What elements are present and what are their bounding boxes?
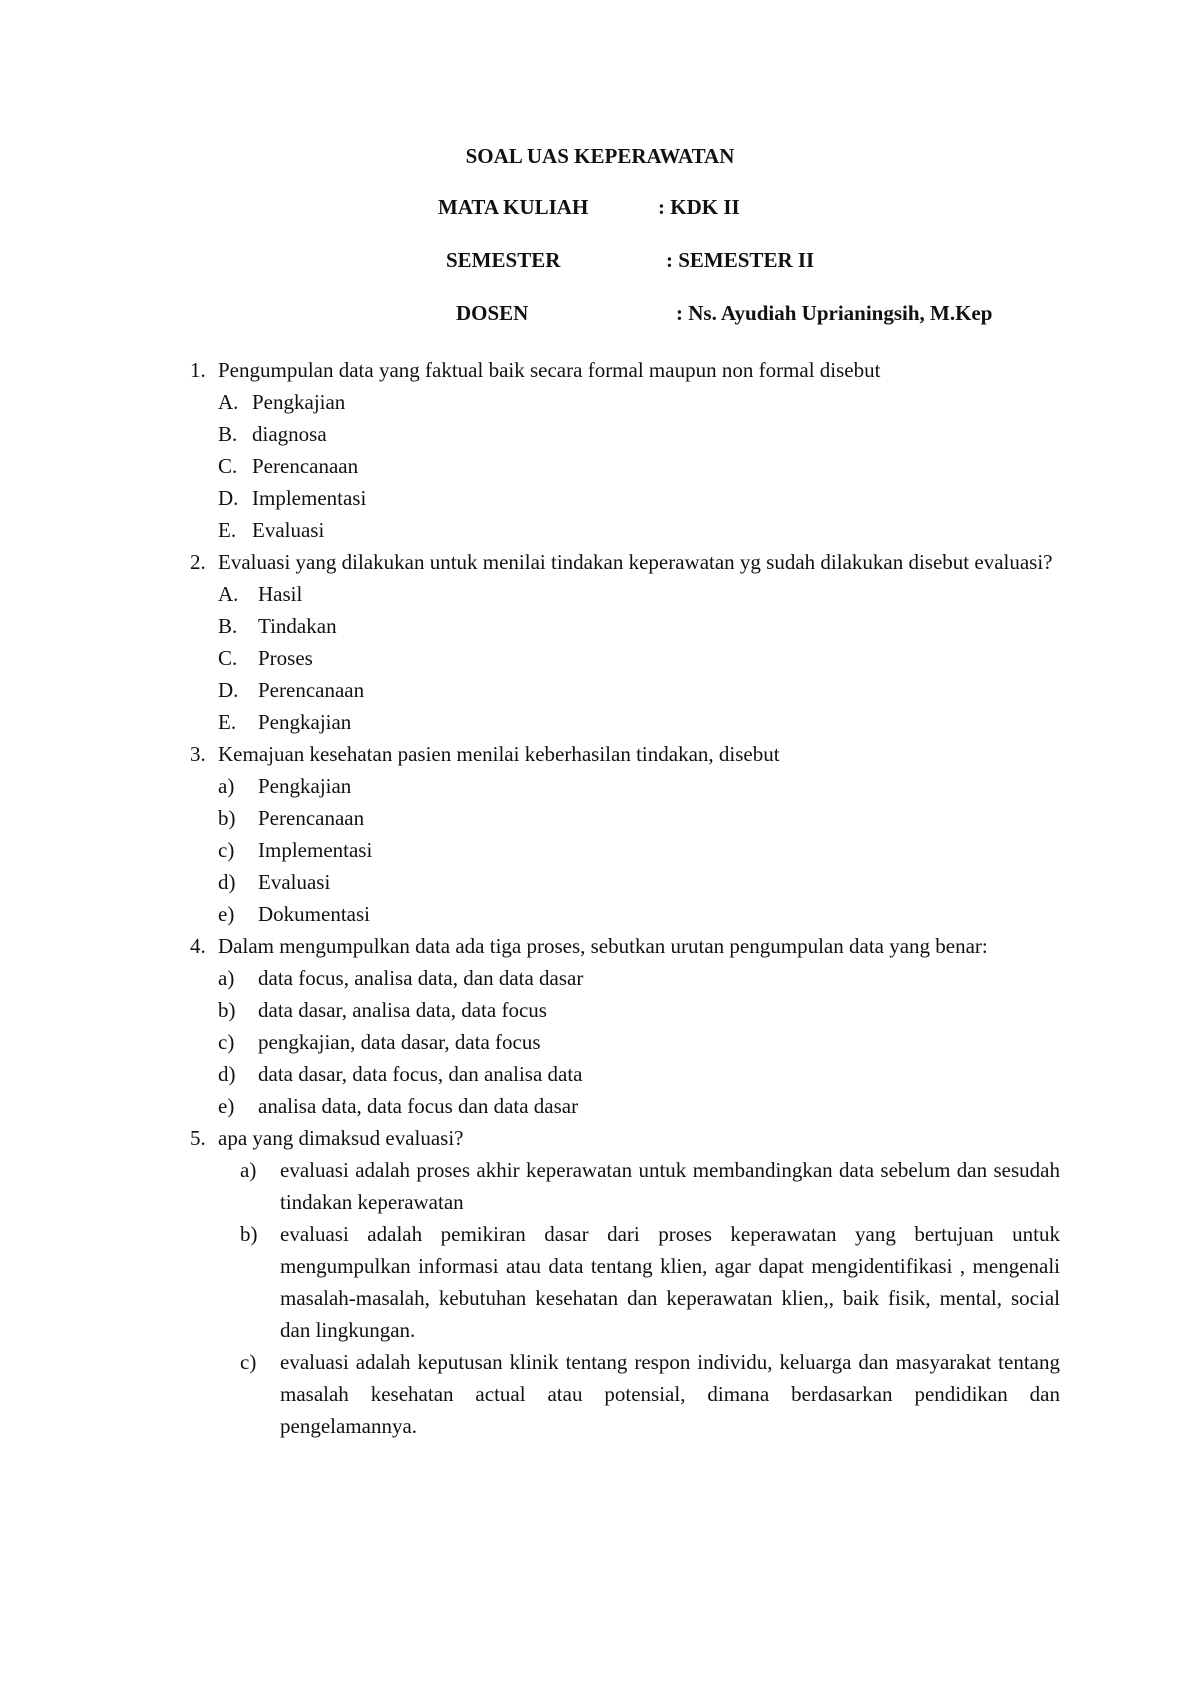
option-item [218,514,1060,546]
option-item [218,386,1060,418]
option-text: Tindakan [258,614,337,638]
question-3-options [190,770,1060,930]
option-text: Pengkajian [258,774,352,798]
option-item [240,1218,1060,1346]
question-number: 4. [190,934,206,958]
option-text: Implementasi [252,486,367,510]
option-letter: C. [218,646,238,670]
option-text: analisa data, data focus dan data dasar [258,1094,579,1118]
option-item [218,674,1060,706]
option-item [218,706,1060,738]
dosen-value: : Ns. Ayudiah Uprianingsih, M.Kep [676,301,993,325]
option-item [218,1058,1060,1090]
question-text: Kemajuan kesehatan pasien menilai keberhasilan tindakan, disebut [218,742,780,766]
question-5 [190,1122,1060,1154]
option-text: Dokumentasi [258,902,370,926]
option-item [218,962,1060,994]
option-text: Evaluasi [252,518,325,542]
option-letter: a) [240,1158,257,1182]
option-letter: c) [218,1030,235,1054]
page-title: SOAL UAS KEPERAWATAN [465,144,735,168]
question-text: apa yang dimaksud evaluasi? [218,1126,464,1150]
option-item [218,1090,1060,1122]
option-letter: E. [218,710,237,734]
option-text: Pengkajian [252,390,346,414]
question-number: 2. [190,550,206,574]
option-letter: A. [218,582,239,606]
option-letter: b) [240,1222,258,1246]
question-2-options [190,578,1060,738]
question-3 [190,738,1060,770]
question-number: 3. [190,742,206,766]
question-2 [190,546,1060,578]
option-text: evaluasi adalah pemikiran dasar dari proses keperawatan yang bertujuan untuk mengumpulkan informasi atau data tentang klien, agar dapat mengidentifikasi , mengenali masalah-masalah, kebutuhan kesehatan dan keperawatan klien,, baik fisik, mental, social dan lingkungan. [280,1222,1060,1342]
option-item [218,450,1060,482]
question-5-options [190,1154,1060,1442]
question-text: Dalam mengumpulkan data ada tiga proses, sebutkan urutan pengumpulan data yang benar: [218,934,988,958]
dosen-label: DOSEN [456,301,529,325]
option-text: diagnosa [252,422,327,446]
option-item [218,802,1060,834]
semester-label: SEMESTER [446,248,561,272]
option-text: Perencanaan [258,678,365,702]
option-letter: c) [240,1350,257,1374]
question-4 [190,930,1060,962]
option-text: pengkajian, data dasar, data focus [258,1030,541,1054]
option-letter: C. [218,454,238,478]
option-letter: a) [218,774,235,798]
option-item [218,482,1060,514]
option-letter: c) [218,838,235,862]
mata-kuliah-label: MATA KULIAH [438,195,589,219]
option-text: evaluasi adalah keputusan klinik tentang respon individu, keluarga dan masyarakat tentang masalah kesehatan actual atau potensial, dimana berdasarkan pendidikan dan pengelamannya. [280,1350,1060,1438]
option-item [240,1346,1060,1442]
option-text: evaluasi adalah proses akhir keperawatan untuk membandingkan data sebelum dan sesudah tindakan keperawatan [280,1158,1060,1214]
option-item [218,642,1060,674]
mata-kuliah-value: : KDK II [658,195,740,219]
option-letter: D. [218,678,239,702]
question-text: Pengumpulan data yang faktual baik secara formal maupun non formal disebut [218,358,881,382]
option-letter: D. [218,486,239,510]
option-text: data focus, analisa data, dan data dasar [258,966,584,990]
option-item [218,418,1060,450]
option-text: Proses [258,646,313,670]
option-item [218,578,1060,610]
option-item [218,1026,1060,1058]
option-letter: d) [218,870,236,894]
option-text: Perencanaan [258,806,365,830]
semester-value: : SEMESTER II [666,248,815,272]
option-text: Evaluasi [258,870,331,894]
option-text: Implementasi [258,838,373,862]
option-text: Pengkajian [258,710,352,734]
question-list [190,354,1060,1442]
option-item [218,994,1060,1026]
option-text: Hasil [258,582,303,606]
option-letter: b) [218,806,236,830]
option-letter: B. [218,422,238,446]
option-letter: d) [218,1062,236,1086]
question-4-options [190,962,1060,1122]
option-letter: e) [218,902,235,926]
option-letter: B. [218,614,238,638]
question-1 [190,354,1060,386]
option-letter: E. [218,518,237,542]
option-text: Perencanaan [252,454,359,478]
option-text: data dasar, data focus, dan analisa data [258,1062,583,1086]
option-item [218,770,1060,802]
question-1-options [190,386,1060,546]
option-item [218,866,1060,898]
option-letter: A. [218,390,239,414]
option-item [218,610,1060,642]
option-letter: b) [218,998,236,1022]
question-text: Evaluasi yang dilakukan untuk menilai tindakan keperawatan yg sudah dilakukan disebut evaluasi? [218,550,1053,574]
option-letter: e) [218,1094,235,1118]
option-letter: a) [218,966,235,990]
option-item [240,1154,1060,1218]
option-text: data dasar, analisa data, data focus [258,998,547,1022]
question-number: 1. [190,358,206,382]
option-item [218,898,1060,930]
option-item [218,834,1060,866]
question-number: 5. [190,1126,206,1150]
